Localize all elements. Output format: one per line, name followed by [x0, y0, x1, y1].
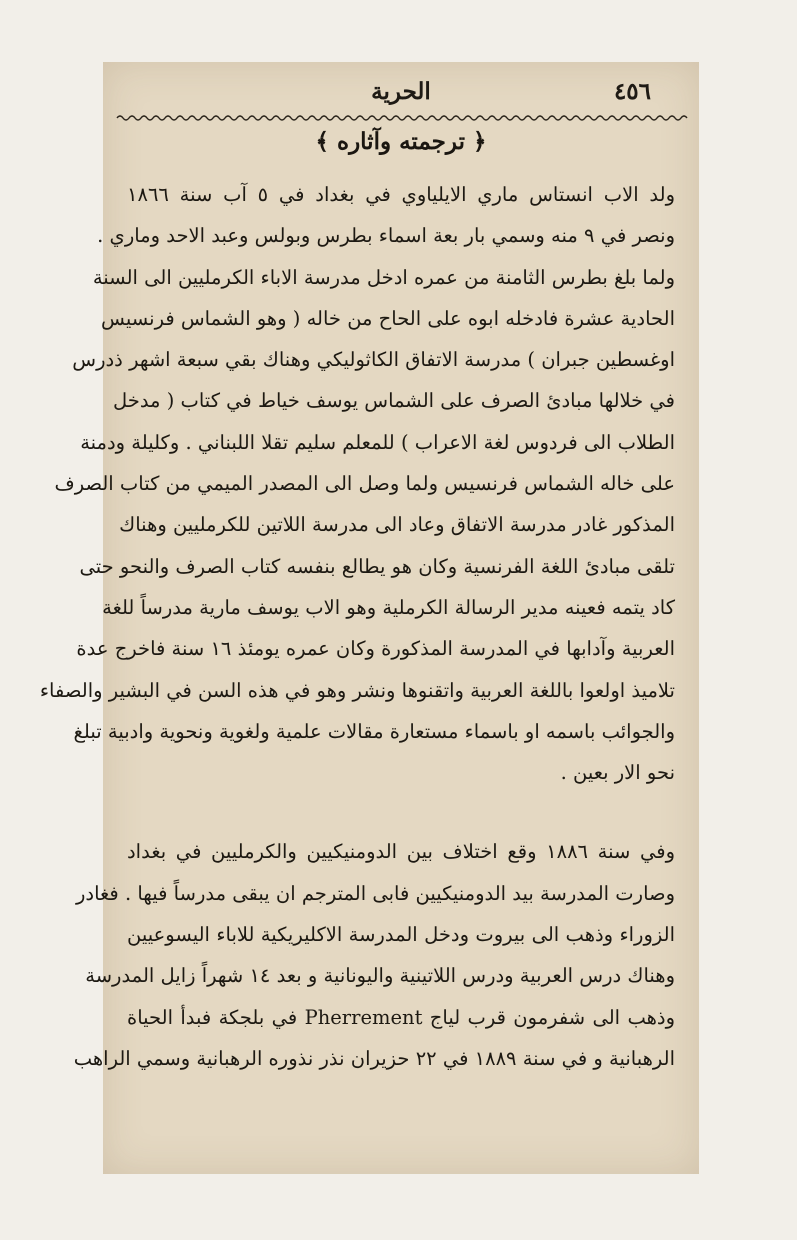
text-line: نحو الار بعين . [560, 761, 675, 785]
text-line: الحادية عشرة فادخله ابوه على الحاح من خاله ( وهو الشماس فرنسيس [101, 306, 675, 330]
text-line: في خلالها مبادئ الصرف على الشماس يوسف خياط في كتاب ( مدخل [113, 389, 675, 413]
paragraph-2 [39, 257, 675, 794]
book-page [39, 62, 699, 1174]
page-number: ٤٥٦ [613, 78, 651, 105]
wavy-divider [117, 114, 685, 122]
text-line: ولد الاب انستاس ماري الايلياوي في بغداد في ٥ آب سنة ١٨٦٦ [127, 183, 675, 206]
text-line: اوغسطين جبران ) مدرسة الاتفاق الكاثوليكي وهناك بقي سبعة اشهر ذدرس [72, 348, 675, 372]
page-header [103, 76, 699, 110]
text-line: الطلاب الى فردوس لغة الاعراب ) للمعلم سليم تقلا اللبناني . وكليلة ودمنة [80, 430, 675, 454]
text-line: وصارت المدرسة بيد الدومنيكيين فابى المترجم ان يبقى مدرساً فيها . فغادر [75, 881, 675, 905]
text-line: على خاله الشماس فرنسيس ولما وصل الى المصدر الميمي من كتاب الصرف [54, 472, 675, 496]
text-line: تلاميذ اولعوا باللغة العربية واتقنوها ونشر وهو في هذه السن في البشير والصفاء [39, 678, 675, 702]
text-line: كاد يتمه فعينه مدير الرسالة الكرملية وهو الاب يوسف مارية مدرساً للغة [102, 595, 675, 619]
text-line: المذكور غادر مدرسة الاتفاق وعاد الى مدرسة اللاتين للكرمليين وهناك [119, 513, 675, 537]
text-line: الرهبانية و في سنة ١٨٨٩ في ٢٢ حزيران نذر نذوره الرهبانية وسمي الراهب [73, 1046, 675, 1070]
wavy-divider-graphic [117, 114, 685, 122]
text-line: العربية وآدابها في المدرسة المذكورة وكان عمره يومئذ ١٦ سنة فاخرج عدة [76, 637, 675, 661]
text-line: تلقى مبادئ اللغة الفرنسية وكان هو يطالع بنفسه كتاب الصرف والنحو حتى [79, 554, 675, 578]
text-line: وذهب الى شفرمون قرب لياج Pherrement في بلجكة فبدأ الحياة [127, 1005, 675, 1029]
section-heading: ﴿ ترجمته وآثاره ﴾ [315, 128, 487, 155]
text-line: الزوراء وذهب الى بيروت ودخل المدرسة الاكليريكية للاباء اليسوعيين [127, 923, 675, 947]
paragraph-1 [97, 174, 675, 257]
paragraph-3 [73, 831, 675, 1079]
article-body [39, 174, 675, 1079]
text-line: ولما بلغ بطرس الثامنة من عمره ادخل مدرسة الاباء الكرمليين الى السنة [92, 265, 675, 289]
running-title: الحرية [371, 78, 431, 105]
text-line: ونصر في ٩ منه وسمي بار بعة اسماء بطرس وبولس وعبد الاحد وماري . [97, 224, 675, 248]
text-line: والجوائب باسمه او باسماء مستعارة مقالات علمية ولغوية ونحوية وادبية تبلغ [73, 719, 675, 743]
text-line: وهناك درس العربية ودرس اللاتينية واليونانية و بعد ١٤ شهراً زايل المدرسة [85, 964, 675, 988]
text-line: وفي سنة ١٨٨٦ وقع اختلاف بين الدومنيكيين والكرمليين في بغداد [127, 840, 675, 864]
